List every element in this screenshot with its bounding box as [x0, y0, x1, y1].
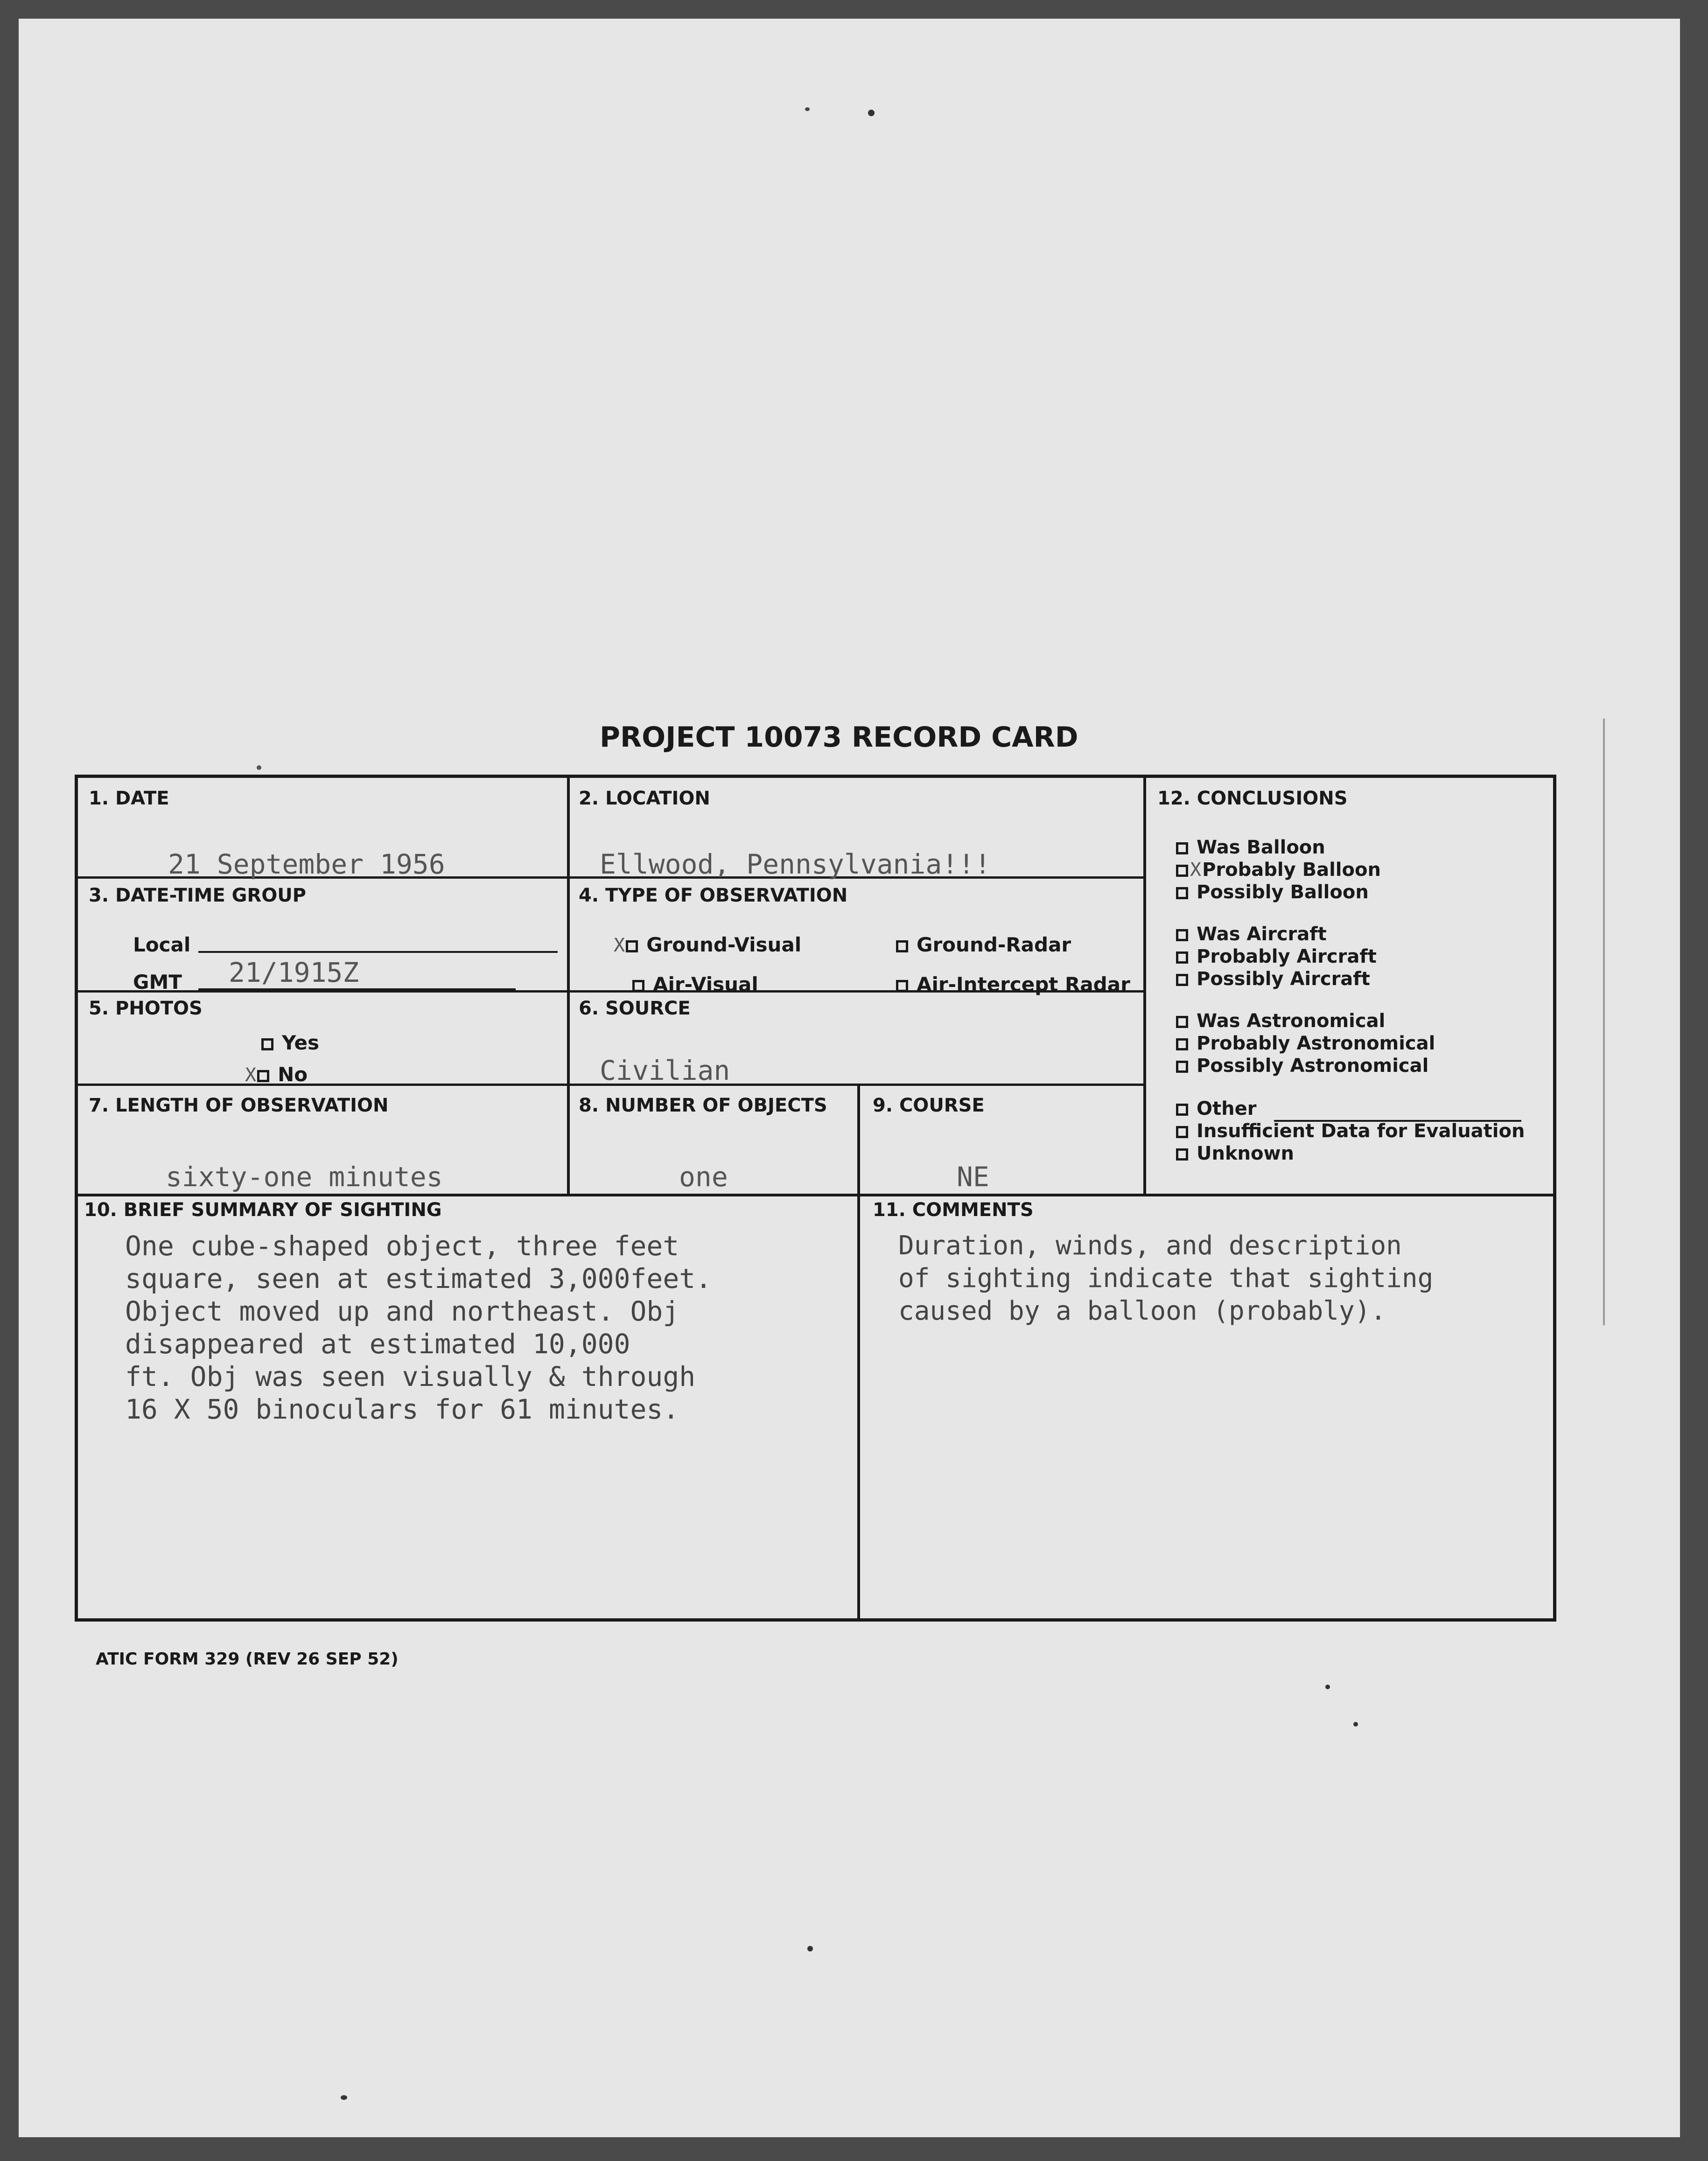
- conclusion-probably-astronomical[interactable]: Probably Astronomical: [1176, 1032, 1435, 1055]
- checkbox[interactable]: [1176, 1038, 1188, 1050]
- conclusion-was-aircraft[interactable]: Was Aircraft: [1176, 923, 1327, 945]
- checkbox[interactable]: [1176, 1148, 1188, 1161]
- summary-line: square, seen at estimated 3,000feet.: [125, 1263, 712, 1294]
- gmt-label: GMT: [133, 971, 182, 993]
- comments-line: Duration, winds, and description: [898, 1231, 1402, 1261]
- comments-line: of sighting indicate that sighting: [898, 1263, 1434, 1294]
- ground-visual-checkbox[interactable]: [626, 940, 638, 952]
- summary-line: 16 X 50 binoculars for 61 minutes.: [125, 1393, 679, 1425]
- conclusion-possibly-aircraft[interactable]: Possibly Aircraft: [1176, 968, 1370, 990]
- scan-speck: [257, 765, 261, 770]
- document-sheet: [19, 19, 1680, 2137]
- summary-line: disappeared at estimated 10,000: [125, 1328, 630, 1360]
- air-visual-option[interactable]: Air-Visual: [632, 973, 758, 996]
- comments-line: caused by a balloon (probably).: [898, 1296, 1386, 1326]
- conclusion-unknown[interactable]: Unknown: [1176, 1142, 1294, 1165]
- summary-line: One cube-shaped object, three feet: [125, 1230, 679, 1262]
- date-label: 1. DATE: [89, 788, 169, 809]
- scan-speck: [807, 1946, 813, 1951]
- local-label: Local: [133, 933, 191, 956]
- checkbox[interactable]: [1176, 842, 1188, 854]
- checkbox[interactable]: [1176, 951, 1188, 964]
- scan-speck: [868, 110, 875, 116]
- scan-speck: [1353, 1722, 1358, 1727]
- checkbox[interactable]: [1176, 1126, 1188, 1138]
- scan-speck: [1325, 1685, 1330, 1689]
- conclusion-probably-aircraft[interactable]: Probably Aircraft: [1176, 945, 1377, 968]
- summary-label: 10. BRIEF SUMMARY OF SIGHTING: [84, 1199, 442, 1221]
- probably-balloon-mark: X: [1190, 859, 1202, 881]
- scan-speck: [341, 2095, 347, 2100]
- comments-label: 11. COMMENTS: [873, 1199, 1034, 1221]
- summary-line: ft. Obj was seen visually & through: [125, 1361, 696, 1392]
- checkbox[interactable]: [1176, 1104, 1188, 1116]
- ground-radar-checkbox[interactable]: [896, 940, 908, 952]
- conclusion-possibly-balloon[interactable]: Possibly Balloon: [1176, 881, 1369, 903]
- location-value: Ellwood, Pennsylvania!!!: [600, 848, 991, 880]
- conclusion-probably-balloon[interactable]: XProbably Balloon: [1176, 859, 1381, 881]
- checkbox[interactable]: [1176, 865, 1188, 877]
- number-value: one: [679, 1161, 728, 1193]
- photos-no-option[interactable]: X No: [245, 1063, 308, 1086]
- scan-line: [1603, 719, 1605, 1325]
- source-value: Civilian: [600, 1055, 730, 1086]
- location-label: 2. LOCATION: [579, 788, 710, 809]
- obs-type-label: 4. TYPE OF OBSERVATION: [579, 885, 848, 906]
- conclusion-was-balloon[interactable]: Was Balloon: [1176, 836, 1325, 859]
- scan-speck: [805, 107, 810, 111]
- air-intercept-option[interactable]: Air-Intercept Radar: [896, 973, 1130, 996]
- photos-no-checkbox[interactable]: [257, 1070, 269, 1082]
- date-value: 21 September 1956: [168, 848, 445, 880]
- summary-line: Object moved up and northeast. Obj: [125, 1295, 679, 1327]
- source-label: 6. SOURCE: [579, 998, 691, 1019]
- checkbox[interactable]: [1176, 1016, 1188, 1028]
- course-value: NE: [957, 1161, 989, 1193]
- ground-visual-mark: X: [614, 935, 625, 956]
- course-label: 9. COURSE: [873, 1095, 985, 1116]
- conclusion-other[interactable]: Other: [1176, 1098, 1256, 1120]
- checkbox[interactable]: [1176, 887, 1188, 899]
- conclusions-label: 12. CONCLUSIONS: [1157, 788, 1348, 809]
- ground-visual-option[interactable]: X Ground-Visual: [614, 933, 802, 956]
- gmt-value: 21/1915Z: [229, 957, 359, 988]
- checkbox[interactable]: [1176, 974, 1188, 986]
- conclusion-possibly-astronomical[interactable]: Possibly Astronomical: [1176, 1055, 1428, 1077]
- photos-label: 5. PHOTOS: [89, 998, 203, 1019]
- air-intercept-checkbox[interactable]: [896, 980, 908, 992]
- checkbox[interactable]: [1176, 1061, 1188, 1073]
- form-id: ATIC FORM 329 (REV 26 SEP 52): [96, 1650, 399, 1669]
- photos-yes-option[interactable]: Yes: [261, 1031, 319, 1054]
- conclusion-was-astronomical[interactable]: Was Astronomical: [1176, 1010, 1385, 1032]
- page-title: PROJECT 10073 RECORD CARD: [600, 721, 1078, 754]
- air-visual-checkbox[interactable]: [632, 980, 644, 992]
- length-value: sixty-one minutes: [166, 1161, 443, 1193]
- number-label: 8. NUMBER OF OBJECTS: [579, 1095, 827, 1116]
- conclusion-insufficient-data[interactable]: Insufficient Data for Evaluation: [1176, 1120, 1525, 1142]
- checkbox[interactable]: [1176, 929, 1188, 941]
- ground-radar-option[interactable]: Ground-Radar: [896, 933, 1071, 956]
- length-label: 7. LENGTH OF OBSERVATION: [89, 1095, 389, 1116]
- photos-yes-checkbox[interactable]: [261, 1038, 273, 1050]
- dtg-label: 3. DATE-TIME GROUP: [89, 885, 306, 906]
- photos-no-mark: X: [245, 1064, 257, 1086]
